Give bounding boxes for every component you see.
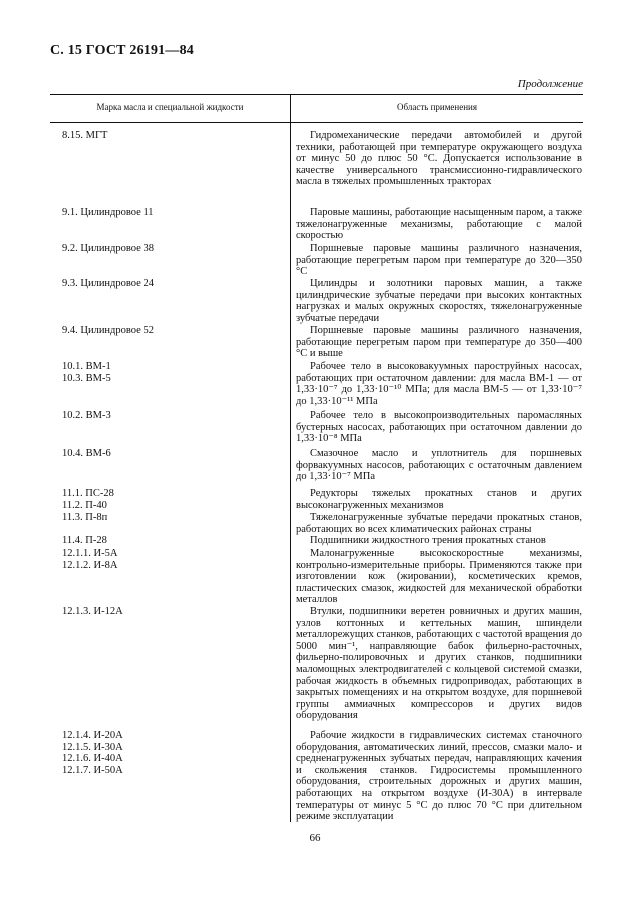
- column-header-grade: Марка масла и специальной жидкости: [96, 102, 244, 112]
- application-text: Гидромеханические передачи автомобилей и другой техники, работающей при температуре окружающего воздуха от минус 50 до плюс 50 °С. Допускается использование в качестве универсального трансмиссионно-гидравлического масла в тяжелых промышленных тракторах: [296, 130, 582, 188]
- application-text: Малонагруженные высокоскоростные механизмы, контрольно-измерительные приборы. Применяются также при изготовлении кож (жировании), косметических кремов, пластических смазок, жидкостей для механической обработки металлов: [296, 548, 582, 606]
- table-top-rule: [50, 94, 583, 95]
- table-header-rule: [50, 122, 583, 123]
- application-text: Поршневые паровые машины различного назначения, работающие перегретым паром при температуре до 350—400 °С и выше: [296, 325, 582, 360]
- oil-grade: 12.1.1. И-5А 12.1.2. И-8А: [62, 548, 118, 571]
- page-number: 66: [309, 832, 321, 844]
- page-header: С. 15 ГОСТ 26191—84: [50, 43, 194, 58]
- oil-grade: 11.1. ПС-28 11.2. П-40: [62, 488, 114, 511]
- oil-grade: 9.3. Цилиндровое 24: [62, 278, 154, 289]
- application-text: Паровые машины, работающие насыщенным паром, а также тяжелонагруженные механизмы, работающие с малой скоростью: [296, 207, 582, 242]
- application-text: Рабочие жидкости в гидравлических системах станочного оборудования, автоматических линий, прессов, смазки мало- и средненагруженных зубчатых передач, направляющих качения и скольжения станков. Гидросистемы промышленного оборудования, строительных дорожных и других машин, работающих на открытом воздухе (И-30А) в интервале температуры от минус 5 °С до плюс 70 °С при длительном режиме эксплуатации: [296, 730, 582, 823]
- oil-grade: 11.4. П-28: [62, 535, 107, 546]
- application-text: Подшипники жидкостного трения прокатных станов: [310, 535, 546, 546]
- column-header-application: Область применения: [396, 102, 478, 112]
- application-text: Втулки, подшипники веретен ровничных и других машин, узлов коттонных и кеттельных машин, шпиндели металлорежущих станков, работающих с частотой вращения до 5000 мин⁻¹, направляющие бабок фильерно-расточных, фильерно-полировочных и других станков, подшипники маломощных электродвигателей с кольцевой системой смазки, рабочая жидкость в объемных гидроприводах, работающих в закрытых помещениях и на открытом воздухе, для поршневой группы аммиачных компрессоров и других видов оборудования: [296, 606, 582, 722]
- application-text: Рабочее тело в высоковакуумных пароструйных насосах, работающих при остаточном давлении: для масла ВМ-1 — от 1,33·10⁻⁷ до 1,33·10⁻¹⁰ МПа; для масла ВМ-5 — от 1,33·10⁻⁷ до 1,33·10⁻¹¹ МПа: [296, 361, 582, 407]
- oil-grade: 9.4. Цилиндровое 52: [62, 325, 154, 336]
- oil-grade: 9.2. Цилиндровое 38: [62, 243, 154, 254]
- continuation-label: Продолжение: [517, 78, 583, 90]
- column-divider: [290, 94, 291, 822]
- oil-grade: 8.15. МГТ: [62, 130, 108, 141]
- oil-grade: 12.1.4. И-20А 12.1.5. И-30А 12.1.6. И-40А 12.1.7. И-50А: [62, 730, 123, 776]
- application-text: Цилиндры и золотники паровых машин, а также цилиндрические зубчатые передачи при высоких контактных нагрузках и малых окружных скоростях, тяжелонагруженные зубчатые передачи: [296, 278, 582, 324]
- oil-grade: 10.1. ВМ-1 10.3. ВМ-5: [62, 361, 111, 384]
- application-text: Поршневые паровые машины различного назначения, работающие перегретым паром при температуре до 320—350 °С: [296, 243, 582, 278]
- application-text: Смазочное масло и уплотнитель для поршневых форвакуумных насосов, работающих с остаточным давлением до 1,33·10⁻⁷ МПа: [296, 448, 582, 483]
- application-text: Редукторы тяжелых прокатных станов и других высоконагруженных механизмов: [296, 488, 582, 511]
- oil-grade: 11.3. П-8п: [62, 512, 108, 523]
- oil-grade: 10.4. ВМ-6: [62, 448, 111, 459]
- oil-grade: 12.1.3. И-12А: [62, 606, 123, 617]
- application-text: Тяжелонагруженные зубчатые передачи прокатных станов, работающих во всех климатических районах страны: [296, 512, 582, 535]
- application-text: Рабочее тело в высокопроизводительных паромасляных бустерных насосах, работающих при остаточном давлении до 1,33·10⁻⁸ МПа: [296, 410, 582, 445]
- oil-grade: 10.2. ВМ-3: [62, 410, 111, 421]
- oil-grade: 9.1. Цилиндровое 11: [62, 207, 154, 218]
